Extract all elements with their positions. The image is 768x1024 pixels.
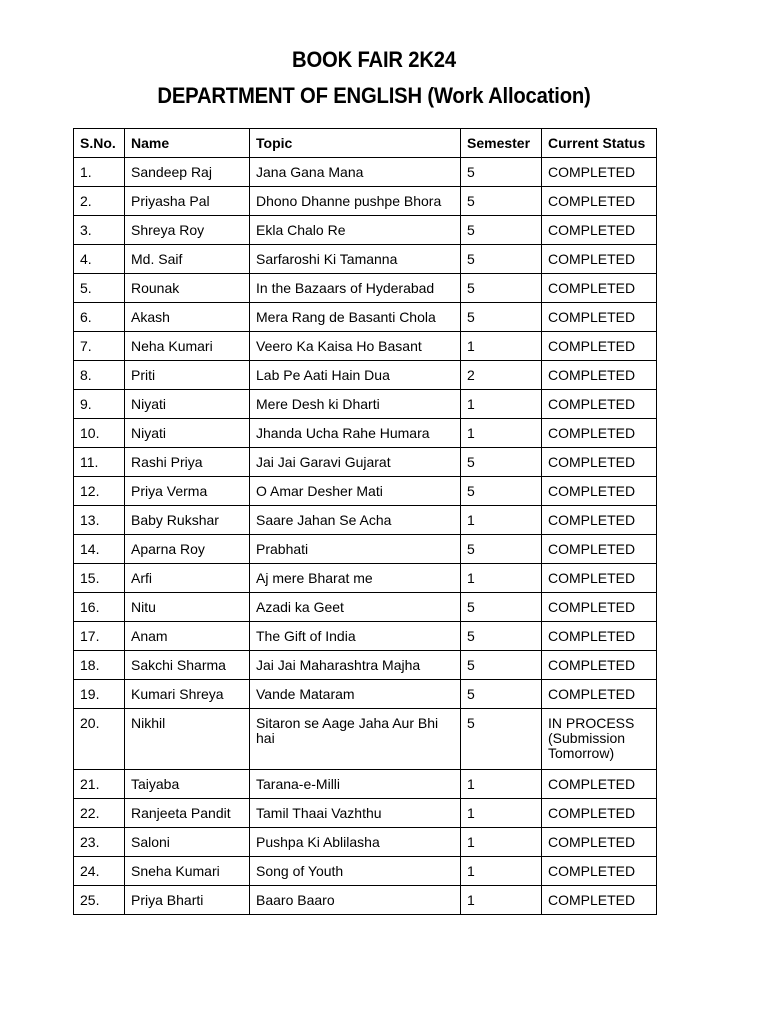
cell-status: COMPLETED (542, 651, 657, 680)
table-row (74, 187, 657, 216)
cell-sno: 12. (74, 477, 125, 506)
cell-name: Nikhil (125, 709, 250, 770)
cell-semester: 5 (461, 303, 542, 332)
cell-status: COMPLETED (542, 828, 657, 857)
table-row (74, 158, 657, 187)
cell-sno: 3. (74, 216, 125, 245)
table-row (74, 506, 657, 535)
cell-name: Priyasha Pal (125, 187, 250, 216)
cell-semester: 5 (461, 622, 542, 651)
cell-sno: 9. (74, 390, 125, 419)
table-row (74, 564, 657, 593)
table-body (74, 158, 657, 915)
table-header-row (74, 129, 657, 158)
cell-status: COMPLETED (542, 245, 657, 274)
cell-topic: Jana Gana Mana (250, 158, 461, 187)
cell-semester: 5 (461, 245, 542, 274)
table-row (74, 828, 657, 857)
cell-status: COMPLETED (542, 158, 657, 187)
cell-semester: 5 (461, 651, 542, 680)
table-row (74, 390, 657, 419)
cell-name: Sakchi Sharma (125, 651, 250, 680)
cell-sno: 2. (74, 187, 125, 216)
table-row (74, 274, 657, 303)
cell-topic: Jai Jai Maharashtra Majha (250, 651, 461, 680)
cell-status: COMPLETED (542, 593, 657, 622)
column-header-topic: Topic (250, 129, 461, 158)
column-header-semester: Semester (461, 129, 542, 158)
cell-semester: 5 (461, 187, 542, 216)
table-row (74, 332, 657, 361)
cell-semester: 5 (461, 448, 542, 477)
cell-sno: 14. (74, 535, 125, 564)
cell-semester: 1 (461, 506, 542, 535)
cell-semester: 1 (461, 770, 542, 799)
cell-status: COMPLETED (542, 448, 657, 477)
cell-sno: 15. (74, 564, 125, 593)
cell-name: Akash (125, 303, 250, 332)
cell-sno: 10. (74, 419, 125, 448)
cell-status: COMPLETED (542, 799, 657, 828)
cell-sno: 25. (74, 886, 125, 915)
cell-status: COMPLETED (542, 332, 657, 361)
cell-semester: 5 (461, 477, 542, 506)
cell-topic: Prabhati (250, 535, 461, 564)
cell-name: Taiyaba (125, 770, 250, 799)
cell-status: COMPLETED (542, 390, 657, 419)
cell-semester: 1 (461, 419, 542, 448)
cell-topic: Pushpa Ki Ablilasha (250, 828, 461, 857)
cell-name: Shreya Roy (125, 216, 250, 245)
cell-name: Baby Rukshar (125, 506, 250, 535)
cell-sno: 23. (74, 828, 125, 857)
cell-name: Md. Saif (125, 245, 250, 274)
cell-name: Neha Kumari (125, 332, 250, 361)
cell-name: Aparna Roy (125, 535, 250, 564)
table-row (74, 622, 657, 651)
cell-status: COMPLETED (542, 857, 657, 886)
cell-sno: 16. (74, 593, 125, 622)
cell-name: Saloni (125, 828, 250, 857)
cell-status: COMPLETED (542, 187, 657, 216)
table-row (74, 361, 657, 390)
page-title: BOOK FAIR 2K24 (292, 47, 456, 72)
table-row (74, 245, 657, 274)
column-header-name: Name (125, 129, 250, 158)
cell-topic: Tamil Thaai Vazhthu (250, 799, 461, 828)
cell-sno: 24. (74, 857, 125, 886)
cell-topic: Dhono Dhanne pushpe Bhora (250, 187, 461, 216)
cell-name: Ranjeeta Pandit (125, 799, 250, 828)
cell-status: COMPLETED (542, 622, 657, 651)
cell-name: Sneha Kumari (125, 857, 250, 886)
cell-topic: In the Bazaars of Hyderabad (250, 274, 461, 303)
cell-semester: 1 (461, 799, 542, 828)
table-row (74, 799, 657, 828)
cell-sno: 8. (74, 361, 125, 390)
cell-name: Niyati (125, 419, 250, 448)
cell-semester: 2 (461, 361, 542, 390)
cell-status: IN PROCESS (Submission Tomorrow) (542, 709, 657, 770)
cell-semester: 1 (461, 857, 542, 886)
cell-topic: Jai Jai Garavi Gujarat (250, 448, 461, 477)
cell-name: Arfi (125, 564, 250, 593)
table-row (74, 419, 657, 448)
cell-status: COMPLETED (542, 770, 657, 799)
table-row (74, 448, 657, 477)
cell-name: Niyati (125, 390, 250, 419)
cell-topic: Sitaron se Aage Jaha Aur Bhi hai (250, 709, 461, 770)
table-row (74, 303, 657, 332)
cell-sno: 20. (74, 709, 125, 770)
table-row (74, 709, 657, 770)
cell-sno: 1. (74, 158, 125, 187)
cell-semester: 1 (461, 332, 542, 361)
cell-topic: Veero Ka Kaisa Ho Basant (250, 332, 461, 361)
cell-status: COMPLETED (542, 419, 657, 448)
cell-semester: 5 (461, 158, 542, 187)
cell-semester: 5 (461, 680, 542, 709)
cell-semester: 1 (461, 564, 542, 593)
cell-status: COMPLETED (542, 680, 657, 709)
table-row (74, 477, 657, 506)
cell-name: Sandeep Raj (125, 158, 250, 187)
cell-sno: 4. (74, 245, 125, 274)
cell-name: Priya Verma (125, 477, 250, 506)
cell-semester: 5 (461, 216, 542, 245)
cell-name: Rounak (125, 274, 250, 303)
cell-name: Rashi Priya (125, 448, 250, 477)
cell-topic: Tarana-e-Milli (250, 770, 461, 799)
cell-topic: Ekla Chalo Re (250, 216, 461, 245)
table-row (74, 680, 657, 709)
cell-semester: 1 (461, 390, 542, 419)
cell-name: Nitu (125, 593, 250, 622)
cell-name: Kumari Shreya (125, 680, 250, 709)
cell-sno: 5. (74, 274, 125, 303)
cell-topic: The Gift of India (250, 622, 461, 651)
cell-name: Anam (125, 622, 250, 651)
cell-sno: 22. (74, 799, 125, 828)
cell-name: Priya Bharti (125, 886, 250, 915)
cell-name: Priti (125, 361, 250, 390)
cell-sno: 17. (74, 622, 125, 651)
cell-sno: 21. (74, 770, 125, 799)
cell-semester: 5 (461, 535, 542, 564)
cell-semester: 5 (461, 709, 542, 770)
cell-topic: Song of Youth (250, 857, 461, 886)
cell-status: COMPLETED (542, 216, 657, 245)
cell-status: COMPLETED (542, 564, 657, 593)
column-header-sno: S.No. (74, 129, 125, 158)
cell-topic: Vande Mataram (250, 680, 461, 709)
cell-sno: 11. (74, 448, 125, 477)
cell-topic: Lab Pe Aati Hain Dua (250, 361, 461, 390)
cell-status: COMPLETED (542, 535, 657, 564)
table-row (74, 770, 657, 799)
cell-semester: 5 (461, 274, 542, 303)
cell-sno: 13. (74, 506, 125, 535)
cell-topic: Mera Rang de Basanti Chola (250, 303, 461, 332)
cell-status: COMPLETED (542, 506, 657, 535)
cell-topic: Saare Jahan Se Acha (250, 506, 461, 535)
cell-status: COMPLETED (542, 886, 657, 915)
cell-topic: O Amar Desher Mati (250, 477, 461, 506)
page-subtitle: DEPARTMENT OF ENGLISH (Work Allocation) (157, 83, 591, 108)
cell-sno: 7. (74, 332, 125, 361)
cell-topic: Jhanda Ucha Rahe Humara (250, 419, 461, 448)
work-allocation-table (73, 128, 657, 915)
table-row (74, 857, 657, 886)
table-row (74, 886, 657, 915)
cell-semester: 1 (461, 828, 542, 857)
cell-topic: Sarfaroshi Ki Tamanna (250, 245, 461, 274)
table-row (74, 216, 657, 245)
column-header-status: Current Status (542, 129, 657, 158)
table-row (74, 593, 657, 622)
cell-sno: 18. (74, 651, 125, 680)
cell-semester: 1 (461, 886, 542, 915)
cell-topic: Azadi ka Geet (250, 593, 461, 622)
cell-status: COMPLETED (542, 361, 657, 390)
cell-sno: 19. (74, 680, 125, 709)
cell-sno: 6. (74, 303, 125, 332)
cell-topic: Mere Desh ki Dharti (250, 390, 461, 419)
table-row (74, 651, 657, 680)
cell-topic: Baaro Baaro (250, 886, 461, 915)
cell-topic: Aj mere Bharat me (250, 564, 461, 593)
cell-status: COMPLETED (542, 477, 657, 506)
cell-semester: 5 (461, 593, 542, 622)
table-row (74, 535, 657, 564)
cell-status: COMPLETED (542, 274, 657, 303)
cell-status: COMPLETED (542, 303, 657, 332)
